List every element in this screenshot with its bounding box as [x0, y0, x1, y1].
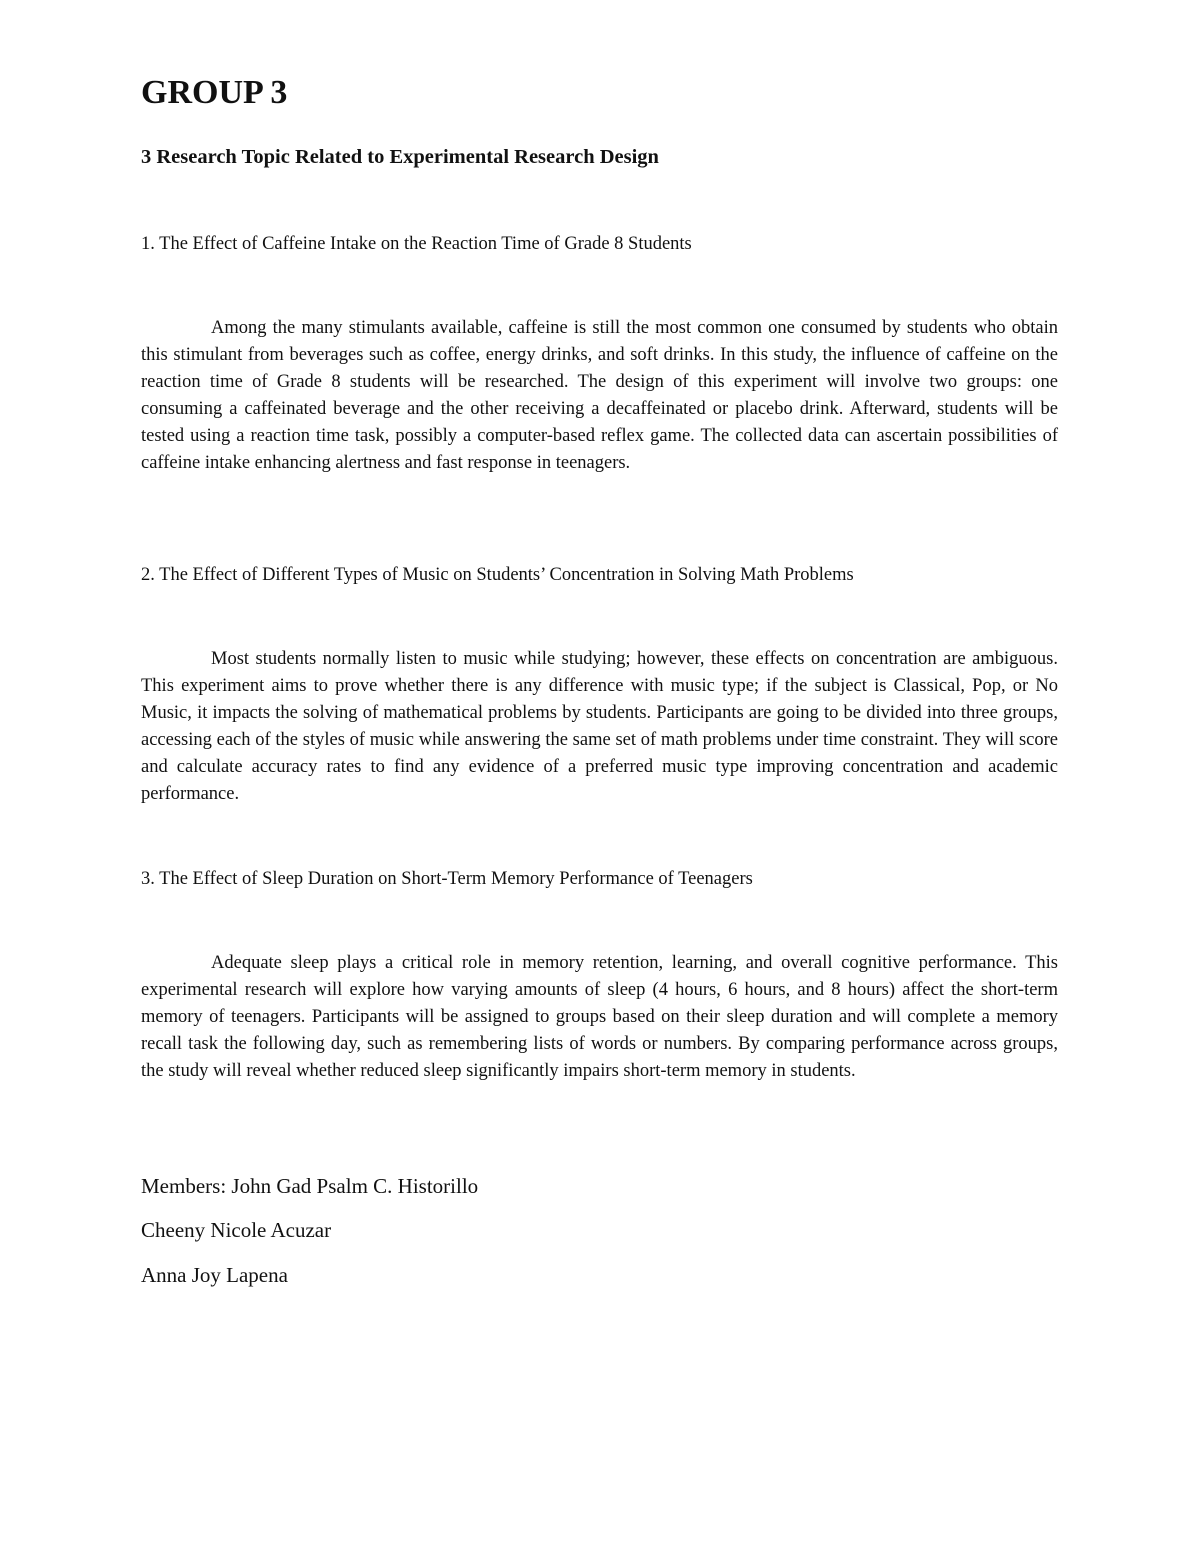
- document-subtitle: 3 Research Topic Related to Experimental Research Design: [141, 146, 659, 168]
- topic-3-heading: 3. The Effect of Sleep Duration on Short-Term Memory Performance of Teenagers: [141, 869, 753, 889]
- topic-1-body: Among the many stimulants available, caffeine is still the most common one consumed by students who obtain this stimulant from beverages such as coffee, energy drinks, and soft drinks. In this study, the influence of caffeine on the reaction time of Grade 8 students will be researched. The design of this experiment will involve two groups: one consuming a caffeinated beverage and the other receiving a decaffeinated or placebo drink. Afterward, students will be tested using a reaction time task, possibly a computer-based reflex game. The collected data can ascertain possibilities of caffeine intake enhancing alertness and fast response in teenagers.: [141, 318, 1058, 473]
- members-line: Members: John Gad Psalm C. Historillo: [141, 1174, 479, 1198]
- member-name: Anna Joy Lapena: [141, 1263, 288, 1287]
- topic-2-body: Most students normally listen to music while studying; however, these effects on concentration are ambiguous. This experiment aims to prove whether there is any difference with music type; if the subject is Classical, Pop, or No Music, it impacts the solving of mathematical problems by students. Participants are going to be divided into three groups, accessing each of the styles of music while answering the same set of math problems under time constraint. They will score and calculate accuracy rates to find any evidence of a preferred music type improving concentration and academic performance.: [141, 649, 1058, 804]
- topic-3-body: Adequate sleep plays a critical role in memory retention, learning, and overall cognitive performance. This experimental research will explore how varying amounts of sleep (4 hours, 6 hours, and 8 hours) affect the short-term memory of teenagers. Participants will be assigned to groups based on their sleep duration and will complete a memory recall task the following day, such as remembering lists of words or numbers. By comparing performance across groups, the study will reveal whether reduced sleep significantly impairs short-term memory in students.: [141, 953, 1058, 1081]
- member-name: Cheeny Nicole Acuzar: [141, 1218, 332, 1242]
- group-title: GROUP 3: [141, 74, 288, 111]
- topic-2-heading: 2. The Effect of Different Types of Music on Students’ Concentration in Solving Math Problems: [141, 565, 854, 585]
- topic-1-heading: 1. The Effect of Caffeine Intake on the Reaction Time of Grade 8 Students: [141, 234, 692, 254]
